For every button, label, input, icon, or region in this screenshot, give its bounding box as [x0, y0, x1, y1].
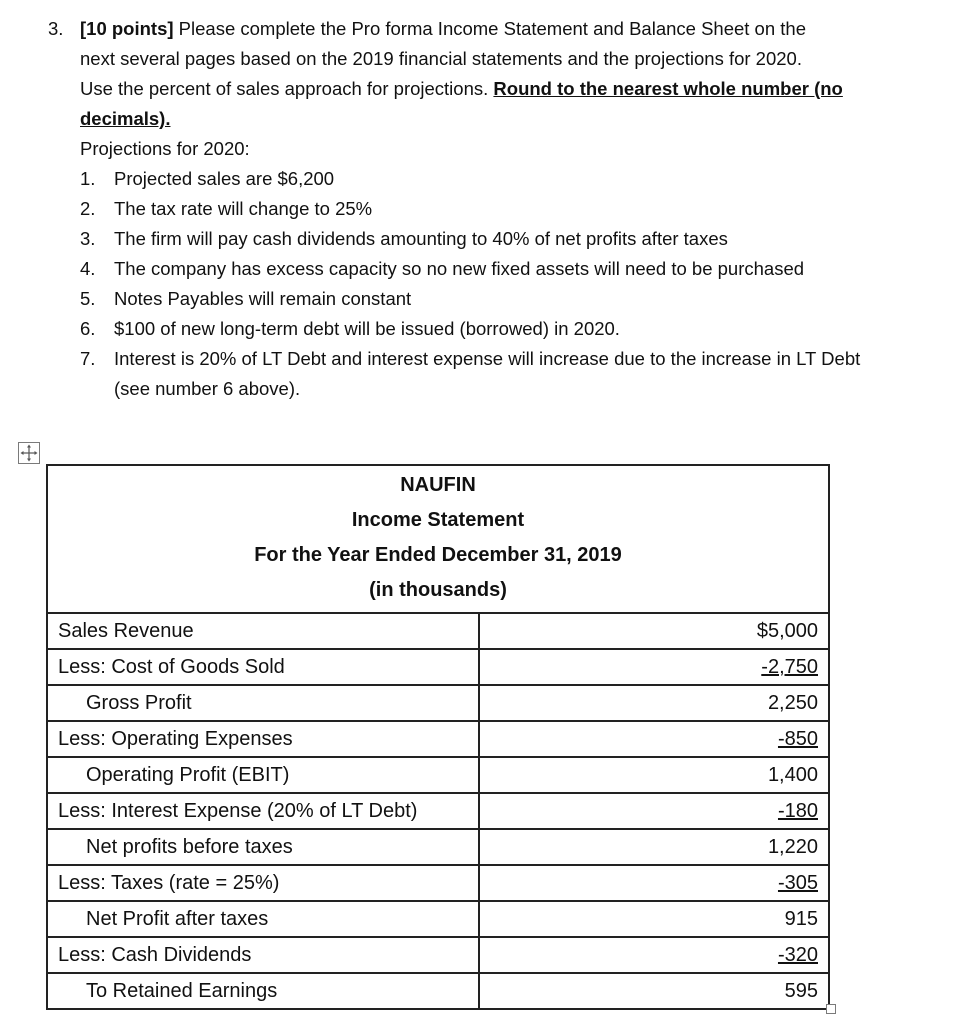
table-row [48, 685, 828, 721]
row-label[interactable]: Net profits before taxes [48, 829, 479, 865]
projection-item [48, 254, 928, 284]
question-line-3 [80, 74, 928, 104]
projections-list [48, 164, 928, 404]
table-row [48, 865, 828, 901]
row-value[interactable]: 915 [479, 901, 828, 937]
question-line-2: next several pages based on the 2019 financial statements and the projections for 2020. [80, 48, 802, 69]
table-row [48, 721, 828, 757]
table-row [48, 793, 828, 829]
projection-text: The firm will pay cash dividends amounting to 40% of net profits after taxes [114, 228, 728, 249]
projection-number: 7. [80, 348, 96, 369]
projection-number: 1. [80, 168, 96, 189]
row-label[interactable]: Operating Profit (EBIT) [48, 757, 479, 793]
projection-number: 4. [80, 258, 96, 279]
projection-text: Projected sales are $6,200 [114, 168, 335, 189]
row-label[interactable]: Net Profit after taxes [48, 901, 479, 937]
table-row [48, 649, 828, 685]
row-label[interactable]: Less: Operating Expenses [48, 721, 479, 757]
projection-item [48, 194, 928, 224]
row-value[interactable]: 1,220 [479, 829, 828, 865]
projection-item [48, 224, 928, 254]
row-value[interactable]: $5,000 [479, 614, 828, 649]
row-label[interactable]: Gross Profit [48, 685, 479, 721]
question-line-1 [48, 14, 928, 44]
row-value[interactable]: -320 [479, 937, 828, 973]
projection-text: The company has excess capacity so no new fixed assets will need to be purchased [114, 258, 805, 279]
rounding-instruction-cont: decimals). [80, 108, 171, 129]
question-line-4 [80, 104, 928, 134]
statement-units: (in thousands) [369, 579, 507, 601]
row-value[interactable]: -180 [479, 793, 828, 829]
projection-number: 6. [80, 318, 96, 339]
move-arrows-icon[interactable] [18, 442, 40, 464]
statement-title: Income Statement [351, 509, 525, 531]
table-row [48, 829, 828, 865]
projection-text: Notes Payables will remain constant [114, 288, 412, 309]
row-label[interactable]: Less: Cost of Goods Sold [48, 649, 479, 685]
row-label[interactable]: Less: Cash Dividends [48, 937, 479, 973]
question-points: [10 points] [80, 18, 174, 39]
question-line-1-text: Please complete the Pro forma Income Statement and Balance Sheet on the [173, 18, 806, 39]
statement-period: For the Year Ended December 31, 2019 [254, 544, 622, 566]
company-name: NAUFIN [400, 474, 476, 496]
question-line-3-text: Use the percent of sales approach for projections. [80, 78, 494, 99]
row-label[interactable]: Sales Revenue [48, 614, 479, 649]
row-label[interactable]: To Retained Earnings [48, 973, 479, 1008]
question-number: 3. [48, 18, 64, 39]
projection-number: 3. [80, 228, 96, 249]
projection-item [48, 284, 928, 314]
row-label[interactable]: Less: Taxes (rate = 25%) [48, 865, 479, 901]
income-statement-table [46, 464, 830, 1010]
row-value[interactable]: -305 [479, 865, 828, 901]
row-value[interactable]: -850 [479, 721, 828, 757]
statement-rows [48, 614, 828, 1008]
table-row [48, 901, 828, 937]
projection-text: $100 of new long-term debt will be issued (borrowed) in 2020. [114, 318, 620, 339]
projection-item [48, 164, 928, 194]
projection-text: Interest is 20% of LT Debt and interest expense will increase due to the increase in LT Debt (see number 6 above). [114, 348, 861, 399]
projection-number: 2. [80, 198, 96, 219]
row-value[interactable]: 1,400 [479, 757, 828, 793]
table-row [48, 937, 828, 973]
row-label[interactable]: Less: Interest Expense (20% of LT Debt) [48, 793, 479, 829]
resize-square-icon[interactable] [826, 1004, 836, 1014]
rounding-instruction: Round to the nearest whole number (no [493, 78, 843, 99]
projections-heading: Projections for 2020: [80, 138, 250, 159]
table-row [48, 614, 828, 649]
projection-text: The tax rate will change to 25% [114, 198, 373, 219]
projection-number: 5. [80, 288, 96, 309]
projection-item [48, 344, 894, 404]
table-row [48, 973, 828, 1008]
question-block [48, 14, 928, 404]
projection-item [48, 314, 928, 344]
statement-header [48, 466, 828, 614]
table-row [48, 757, 828, 793]
row-value[interactable]: -2,750 [479, 649, 828, 685]
row-value[interactable]: 2,250 [479, 685, 828, 721]
row-value[interactable]: 595 [784, 979, 818, 1002]
